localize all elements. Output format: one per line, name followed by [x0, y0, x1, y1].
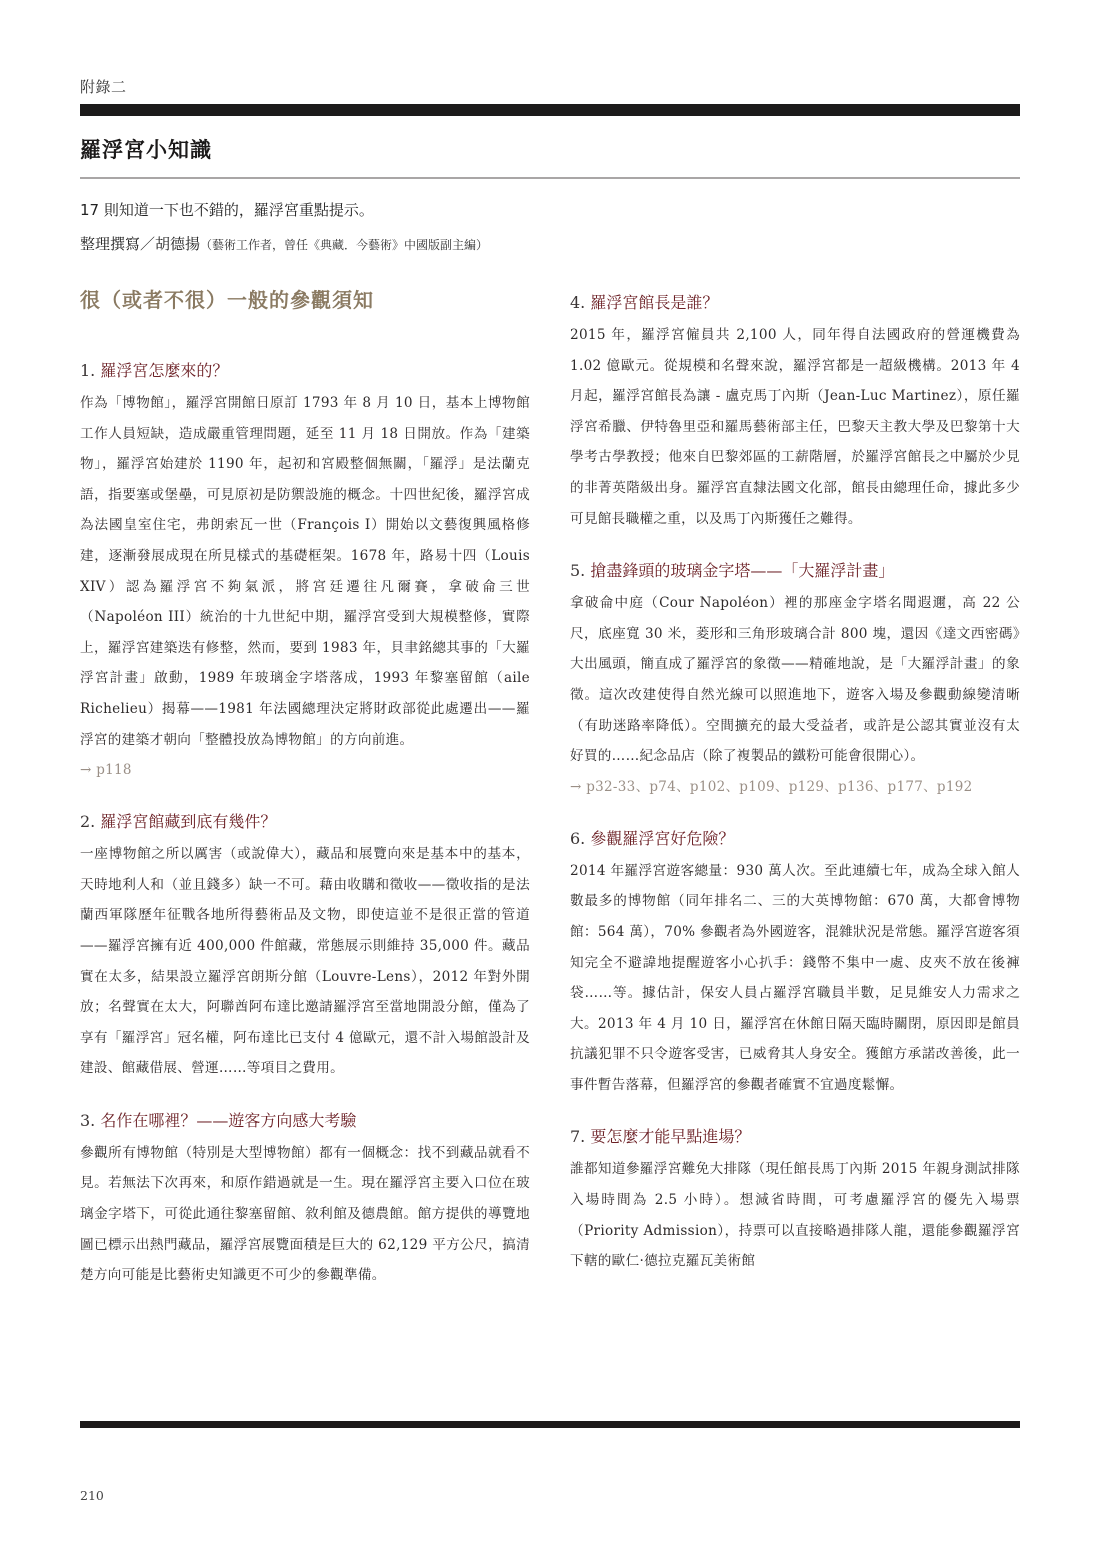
tip-number: 4.: [570, 293, 586, 312]
page-reference-link[interactable]: → p118: [80, 762, 132, 779]
tip-title-text: 名作在哪裡？——遊客方向感大考驗: [100, 1110, 357, 1130]
tip-number: 2.: [80, 812, 96, 832]
tip-title-text: 羅浮宮館長是誰？: [590, 293, 719, 312]
page-title: 羅浮宮小知識: [80, 138, 212, 162]
tip-number: 3.: [80, 1110, 96, 1130]
tip-title-text: 要怎麼才能早點進場？: [590, 1127, 751, 1147]
tip-title: [80, 356, 530, 386]
tip-title-text: 羅浮宮館藏到底有幾件？: [100, 812, 277, 832]
page-reference-link[interactable]: → p32-33、p74、p102、p109、p129、p136、p177、p192: [570, 778, 973, 795]
tip-title-text: 搶盡鋒頭的玻璃金字塔——「大羅浮計畫」: [590, 561, 895, 581]
tip-number: 5.: [570, 561, 586, 581]
tip-title: [570, 824, 1020, 854]
tip-number: 6.: [570, 828, 586, 848]
tip-body: 作為「博物館」，羅浮宮開館日原訂 1793 年 8 月 10 日，基本上博物館工作人員短缺，造成嚴重管理問題，延至 11 月 18 日開放。作為「建築物」，羅浮宮始建於 1190 年，起初和宮殿整個無關，「羅浮」是法蘭克語，指要塞或堡壘，可見原初是防禦設施的概念。十四世紀後，羅浮宮成為法國皇室住宅，弗朗索瓦一世（François I）開始以文藝復興風格修建，逐漸發展成現在所見樣式的基礎框架。1678 年，路易十四（Louis XIV）認為羅浮宮不夠氣派，將宮廷遷往凡爾賽，拿破侖三世（Napoléon III）統治的十九世紀中期，羅浮宮受到大規模整修，實際上，羅浮宮建築迭有修整，然而，要到 1983 年，貝聿銘總其事的「大羅浮宮計畫」啟動，1989 年玻璃金字塔落成，1993 年黎塞留館（aile Richelieu）揭幕——1981 年法國總理決定將財政部從此處遷出——羅浮宮的建築才朝向「整體投放為博物館」的方向前進。: [80, 395, 530, 748]
tip-item-2: [80, 807, 530, 1084]
tip-title: [80, 1106, 530, 1136]
author-credit: 整理撰寫／胡德揚: [80, 235, 201, 253]
page-number: 210: [80, 1488, 104, 1503]
intro-credit-line: [80, 230, 1020, 264]
tip-body: 2015 年，羅浮宮僱員共 2,100 人，同年得自法國政府的營運機費為 1.02 億歐元。從規模和名聲來說，羅浮宮都是一超級機構。2013 年 4 月起，羅浮宮館長為讓 - 盧克馬丁內斯（Jean-Luc Martinez），原任羅浮宮希臘、伊特魯里亞和羅馬藝術部主任，巴黎天主教大學及巴黎第十大學考古學教授；他來自巴黎郊區的工薪階層，於羅浮宮館長之中屬於少見的非菁英階級出身。羅浮宮直隸法國文化部，館長由總理任命，據此多少可見館長職權之重，以及馬丁內斯獲任之難得。: [570, 327, 1020, 527]
tip-item-4: [570, 288, 1020, 534]
intro-subtitle: 17 則知道一下也不錯的，羅浮宮重點提示。: [80, 201, 374, 219]
intro: [80, 196, 1020, 264]
tip-item-3: [80, 1106, 530, 1291]
author-note: （藝術工作者，曾任《典藏．今藝術》中國版副主編）: [200, 238, 489, 252]
tip-title: [570, 556, 1020, 586]
top-divider-bar: [80, 104, 1020, 116]
section-heading: 很（或者不很）一般的參觀須知: [80, 288, 374, 312]
tip-body: 參觀所有博物館（特別是大型博物館）都有一個概念：找不到藏品就看不見。若無法下次再來，和原作錯過就是一生。現在羅浮宮主要入口位在玻璃金字塔下，可從此通往黎塞留館、敘利館及德農館。館方提供的導覽地圖已標示出熱門藏品，羅浮宮展覽面積是巨大的 62,129 平方公尺，搞清楚方向可能是比藝術史知識更不可少的參觀準備。: [80, 1144, 530, 1284]
tip-title-text: 羅浮宮怎麼來的？: [100, 361, 229, 380]
tip-number: 7.: [570, 1127, 586, 1147]
tip-body: 拿破侖中庭（Cour Napoléon）裡的那座金字塔名聞遐邇，高 22 公尺，底座寬 30 米，菱形和三角形玻璃合計 800 塊，還因《達文西密碼》大出風頭，簡直成了羅浮宮的象徵——精確地說，是「大羅浮計畫」的象徵。這次改建使得自然光線可以照進地下，遊客入場及參觀動線變清晰（有助迷路率降低）。空間擴充的最大受益者，或許是公認其實並沒有太好買的……紀念品店（除了複製品的鐵粉可能會很開心）。: [570, 595, 1020, 765]
tip-item-6: [570, 824, 1020, 1101]
left-column: [80, 282, 530, 1313]
tip-title: [570, 288, 1020, 318]
title-rule: [80, 177, 1020, 179]
running-head: 附錄二: [80, 78, 127, 96]
tip-body: 誰都知道參羅浮宮難免大排隊（現任館長馬丁內斯 2015 年親身測試排隊入場時間為 2.5 小時）。想減省時間，可考慮羅浮宮的優先入場票（Priority Admission），持票可以直接略過排隊人龍，還能參觀羅浮宮下轄的歐仁·德拉克羅瓦美術館: [570, 1161, 1020, 1270]
tip-title: [570, 1122, 1020, 1152]
tip-item-1: [80, 356, 530, 785]
bottom-divider-bar: [80, 1421, 1020, 1428]
tip-title: [80, 807, 530, 837]
right-column: [570, 288, 1020, 1299]
tip-item-5: [570, 556, 1020, 802]
tip-body: 2014 年羅浮宮遊客總量：930 萬人次。至此連續七年，成為全球入館人數最多的博物館（同年排名二、三的大英博物館：670 萬，大都會博物館：564 萬），70% 參觀者為外國遊客，混雜狀況是常態。羅浮宮遊客須知完全不避諱地提醒遊客小心扒手：錢幣不集中一處、皮夾不放在後褲袋……等。據估計，保安人員占羅浮宮職員半數，足見維安人力需求之大。2013 年 4 月 10 日，羅浮宮在休館日隔天臨時關閉，原因即是館員抗議犯罪不只令遊客受害，已威脅其人身安全。獲館方承諾改善後，此一事件暫告落幕，但羅浮宮的參觀者確實不宜過度鬆懈。: [570, 862, 1020, 1093]
tip-item-7: [570, 1122, 1020, 1276]
tip-number: 1.: [80, 361, 96, 380]
tip-body: 一座博物館之所以厲害（或說偉大），藏品和展覽向來是基本中的基本，天時地利人和（並且錢多）缺一不可。藉由收購和徵收——徵收指的是法蘭西軍隊歷年征戰各地所得藝術品及文物，即使這並不是很正當的管道——羅浮宮擁有近 400,000 件館藏，常態展示則維持 35,000 件。藏品實在太多，結果設立羅浮宮朗斯分館（Louvre-Lens），2012 年對外開放；名聲實在太大，阿聯酋阿布達比邀請羅浮宮至當地開設分館，僅為了享有「羅浮宮」冠名權，阿布達比已支付 4 億歐元，還不計入場館設計及建設、館藏借展、營運……等項目之費用。: [80, 846, 530, 1077]
tip-title-text: 參觀羅浮宮好危險？: [590, 828, 735, 848]
